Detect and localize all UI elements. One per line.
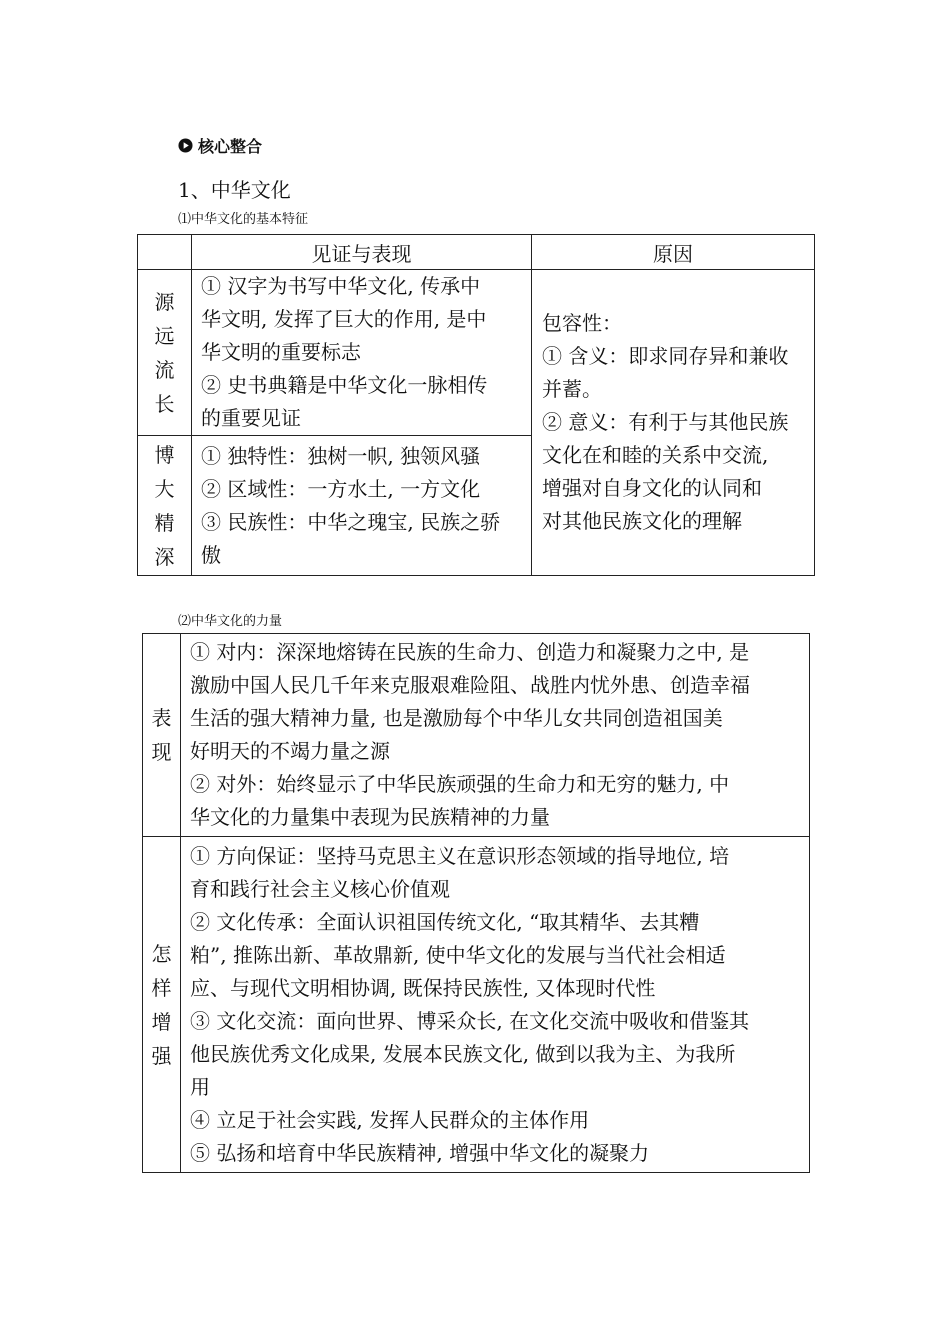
row-label: 源 远 流 长 (138, 270, 192, 436)
table2-caption: ⑵中华文化的力量 (178, 614, 283, 629)
features-table (137, 234, 815, 576)
row-label: 怎 样 增 强 (143, 837, 181, 1173)
header-empty-cell (138, 235, 192, 270)
heading: 1、中华文化 (178, 178, 291, 202)
table-row (138, 270, 815, 436)
play-circle-icon (178, 138, 193, 153)
section-label: 核心整合 (198, 137, 263, 156)
row-content: ① 独特性：独树一帜, 独领风骚 ② 区域性：一方水土, 一方文化 ③ 民族性：中华之瑰宝, 民族之骄 傲 (192, 436, 532, 576)
table-row (143, 837, 810, 1173)
section-title (178, 134, 262, 157)
reason-cell: 包容性： ① 含义：即求同存异和兼收 并蓄。 ② 意义：有利于与其他民族 文化在和睦的关系中交流, 增强对自身文化的认同和 对其他民族文化的理解 (532, 270, 815, 576)
row-content: ① 对内：深深地熔铸在民族的生命力、创造力和凝聚力之中, 是 激励中国人民几千年来克服艰难险阻、战胜内忧外患、创造幸福 生活的强大精神力量, 也是激励每个中华儿女共同创造祖国美 好明天的不竭力量之源 ② 对外：始终显示了中华民族顽强的生命力和无穷的魅力, 中 华文化的力量集中表现为民族精神的力量 (181, 634, 810, 837)
row-content: ① 方向保证：坚持马克思主义在意识形态领域的指导地位, 培 育和践行社会主义核心价值观 ② 文化传承：全面认识祖国传统文化, “取其精华、去其糟 粕”, 推陈出新、革故鼎新, 使中华文化的发展与当代社会相适 应、与现代文明相协调, 既保持民族性, 又体现时代性 ③ 文化交流：面向世界、博采众长, 在文化交流中吸收和借鉴其 他民族优秀文化成果, 发展本民族文化, 做到以我为主、为我所 用 ④ 立足于社会实践, 发挥人民群众的主体作用 ⑤ 弘扬和培育中华民族精神, 增强中华文化的凝聚力 (181, 837, 810, 1173)
row-content: ① 汉字为书写中华文化, 传承中 华文明, 发挥了巨大的作用, 是中 华文明的重要标志 ② 史书典籍是中华文化一脉相传 的重要见证 (192, 270, 532, 436)
row-label: 表 现 (143, 634, 181, 837)
table-header-row (138, 235, 815, 270)
table1-caption: ⑴中华文化的基本特征 (178, 212, 309, 227)
table-row (143, 634, 810, 837)
header-evidence: 见证与表现 (192, 235, 532, 270)
power-table (142, 633, 810, 1173)
row-label: 博 大 精 深 (138, 436, 192, 576)
header-reason: 原因 (532, 235, 815, 270)
